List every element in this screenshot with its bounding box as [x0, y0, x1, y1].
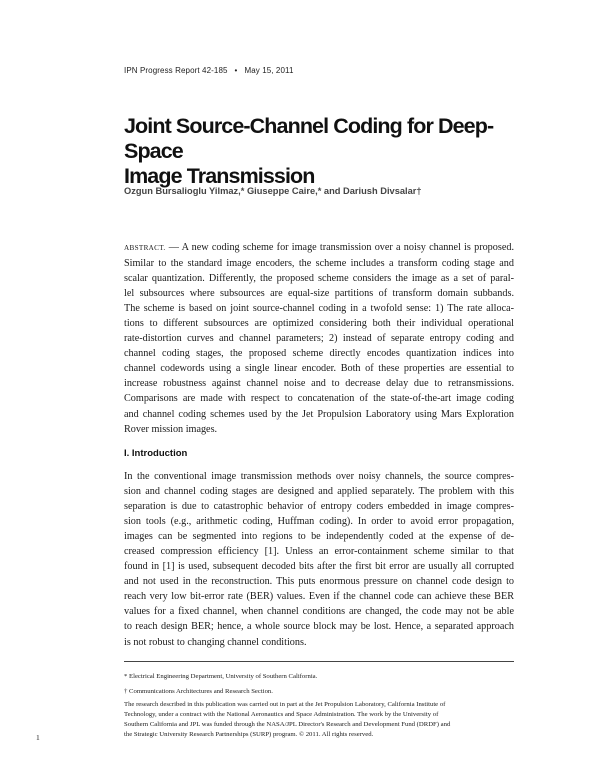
body-line: is not robust to changing channel conditions.	[124, 636, 307, 648]
page-number: 1	[36, 733, 40, 742]
body-line: reach very low bit-error rate (BER) values. Even if the channel code can achieve these BER	[124, 591, 514, 603]
footnote-line: Technology, under a contract with the National Aeronautics and Space Administration. The work by the University of	[124, 711, 439, 718]
abstract-line: scalar quantization. Differently, the proposed scheme considers the image as a set of paral-	[124, 273, 514, 285]
footnote-divider	[124, 661, 514, 662]
body-line: to reach design BER; hence, a whole source block may be lost. Hence, a separated approach	[124, 621, 514, 633]
abstract-line: and channel coding schemes used by the Jet Propulsion Laboratory using Mars Exploration	[124, 408, 514, 420]
body-line: values for a fixed channel, when channel conditions are changed, the code may not be able	[124, 606, 514, 618]
body-line: found in [1] is used, subsequent decoded bits after the first bit error are usually all corrupted	[124, 561, 514, 573]
abstract-line: Similar to the standard image encoders, the scheme includes a transform coding stage and	[124, 258, 514, 270]
page-title	[124, 114, 524, 189]
report-date: May 15, 2011	[244, 66, 294, 75]
body-line: sion and channel coding stages are designed and applied separately. The problem with this	[124, 486, 514, 498]
abstract-line: Rover mission images.	[124, 423, 218, 435]
abstract-line: channel codewords using a single linear encoder. Both of these properties are essential to	[124, 363, 514, 375]
body-line: In the conventional image transmission methods over noisy channels, the source compres-	[124, 471, 514, 482]
footnote-line: Southern California and JPL was funded through the NASA/JPL Director's Research and Development Fund (DRDF) and	[124, 721, 451, 728]
body-line: sion tools (e.g., arithmetic coding, Huffman coding). In order to avoid error propagation,	[124, 516, 514, 528]
report-header	[124, 66, 294, 75]
abstract-line: The scheme is based on joint source-channel coding in a twofold sense: 1) The rate alloca-	[124, 303, 514, 315]
abstract-line: channel coding stages, the proposed scheme directly encodes quantization indices into	[124, 348, 514, 360]
abstract-line: Comparisons are made with respect to concatenation of the state-of-the-art image coding	[124, 393, 514, 405]
footnote-line: the Strategic University Research Partnerships (SURP) program. © 2011. All rights reserved.	[124, 731, 374, 738]
body-line: images can be segmented into regions to be independently coded at the expense of de-	[124, 531, 514, 543]
footnote-affiliation-usc: * Electrical Engineering Department, University of Southern California.	[124, 673, 318, 680]
abstract-label: ABSTRACT.	[124, 244, 166, 252]
abstract-line: lel subsources where subsources are equal-size partitions of transform domain subbands.	[124, 288, 514, 300]
title-line-2: Image Transmission	[124, 164, 315, 188]
abstract-line: ABSTRACT. — A new coding scheme for image transmission over a noisy channel is proposed.	[124, 242, 514, 253]
abstract-line: increase robustness against channel noise and to decrease delay due to retransmissions.	[124, 378, 514, 390]
report-id: IPN Progress Report 42-185	[124, 66, 228, 75]
section-heading: I. Introduction	[124, 448, 188, 459]
header-separator: •	[234, 66, 238, 75]
introduction-body	[124, 469, 514, 650]
abstract-line: tions to different subsources are optimized considering both their individual operational	[124, 318, 514, 330]
abstract-line: rate-distortion curves and channel parameters; 2) instead of separate entropy coding and	[124, 333, 514, 345]
author-list: Ozgun Bursalioglu Yilmaz,* Giuseppe Caire,* and Dariush Divsalar†	[124, 186, 422, 196]
body-line: creased compression efficiency [1]. Unless an error-containment scheme similar to that	[124, 546, 514, 558]
body-line: separation is due to catastrophic behavior of entropy coders embedded in image compres-	[124, 501, 514, 513]
title-line-1: Joint Source-Channel Coding for Deep-Space	[124, 114, 494, 163]
footnote-funding	[124, 700, 516, 740]
footnote-line: The research described in this publication was carried out in part at the Jet Propulsion Laboratory, California Institute of	[124, 701, 446, 708]
body-line: and not used in the reconstruction. This puts enormous pressure on channel code design to	[124, 576, 514, 588]
abstract	[124, 240, 514, 437]
footnote-affiliation-jpl: † Communications Architectures and Research Section.	[124, 688, 273, 695]
